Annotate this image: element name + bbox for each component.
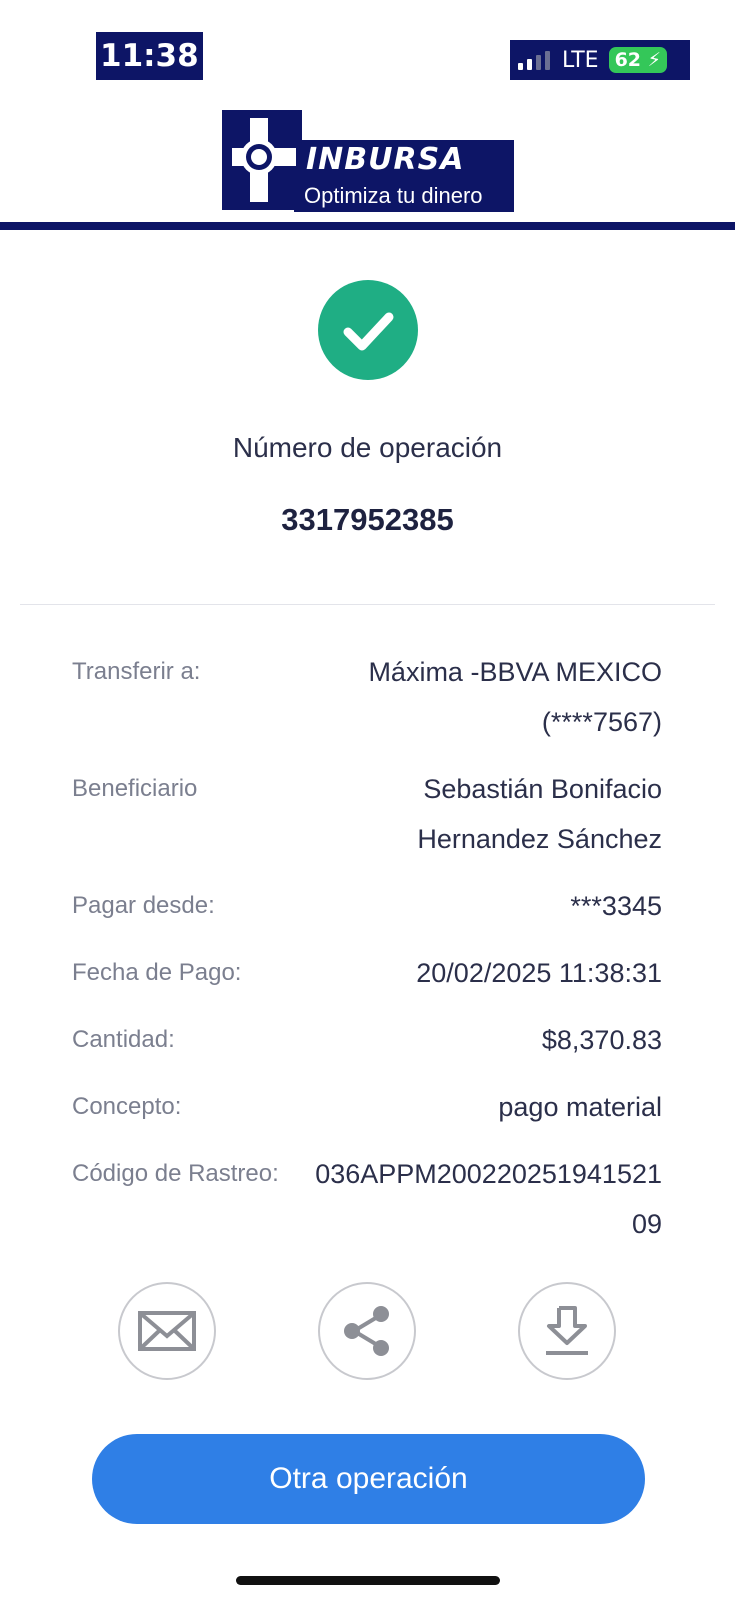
detail-row-payment-date (72, 957, 662, 998)
battery-level: 62 (614, 49, 642, 71)
transfer-details (72, 656, 662, 1275)
detail-label: Código de Rastreo: (72, 1160, 279, 1187)
detail-row-transfer-to (72, 656, 662, 747)
detail-value: pago material (498, 1092, 662, 1122)
detail-label: Fecha de Pago: (72, 959, 242, 986)
download-receipt-button[interactable] (518, 1282, 616, 1380)
detail-value: $8,370.83 (541, 1025, 662, 1055)
detail-row-pay-from (72, 890, 662, 931)
network-type: LTE (562, 47, 599, 73)
mail-icon (132, 1296, 202, 1366)
email-receipt-button[interactable] (118, 1282, 216, 1380)
share-icon (332, 1296, 402, 1366)
operation-number-label: Número de operación (232, 432, 503, 463)
detail-label: Transferir a: (72, 658, 201, 685)
detail-value: 20/02/2025 11:38:31 (416, 958, 662, 988)
detail-row-concept (72, 1091, 662, 1132)
status-bar (0, 0, 735, 100)
brand-name: INBURSA (300, 140, 514, 180)
logo-mark-icon (222, 110, 302, 210)
inbursa-logo (222, 110, 514, 210)
header-divider (0, 222, 735, 230)
detail-label: Beneficiario (72, 775, 198, 802)
operation-number: 3317952385 (281, 502, 454, 537)
signal-icon (518, 50, 550, 70)
check-icon (318, 280, 418, 380)
download-icon (532, 1296, 602, 1366)
detail-row-amount (72, 1024, 662, 1065)
detail-label: Cantidad: (72, 1026, 175, 1053)
detail-row-tracking-code (72, 1158, 662, 1249)
detail-label: Pagar desde: (72, 892, 215, 919)
battery-icon: 62 ⚡ (609, 47, 667, 73)
status-indicators (510, 40, 690, 80)
detail-label: Concepto: (72, 1093, 182, 1120)
success-check-icon (318, 280, 418, 380)
section-divider (20, 604, 715, 605)
detail-value: 036APPM20022025194152109 (315, 1159, 662, 1239)
share-receipt-button[interactable] (318, 1282, 416, 1380)
detail-value: Sebastián Bonifacio Hernandez Sánchez (417, 774, 662, 854)
home-indicator (236, 1576, 500, 1585)
detail-value: ***3345 (570, 891, 662, 921)
brand-tagline: Optimiza tu dinero (294, 180, 514, 212)
status-time: 11:38 (96, 32, 203, 80)
detail-row-beneficiary (72, 773, 662, 864)
new-operation-button[interactable]: Otra operación (92, 1434, 645, 1524)
detail-value: Máxima -BBVA MEXICO (****7567) (368, 657, 662, 737)
